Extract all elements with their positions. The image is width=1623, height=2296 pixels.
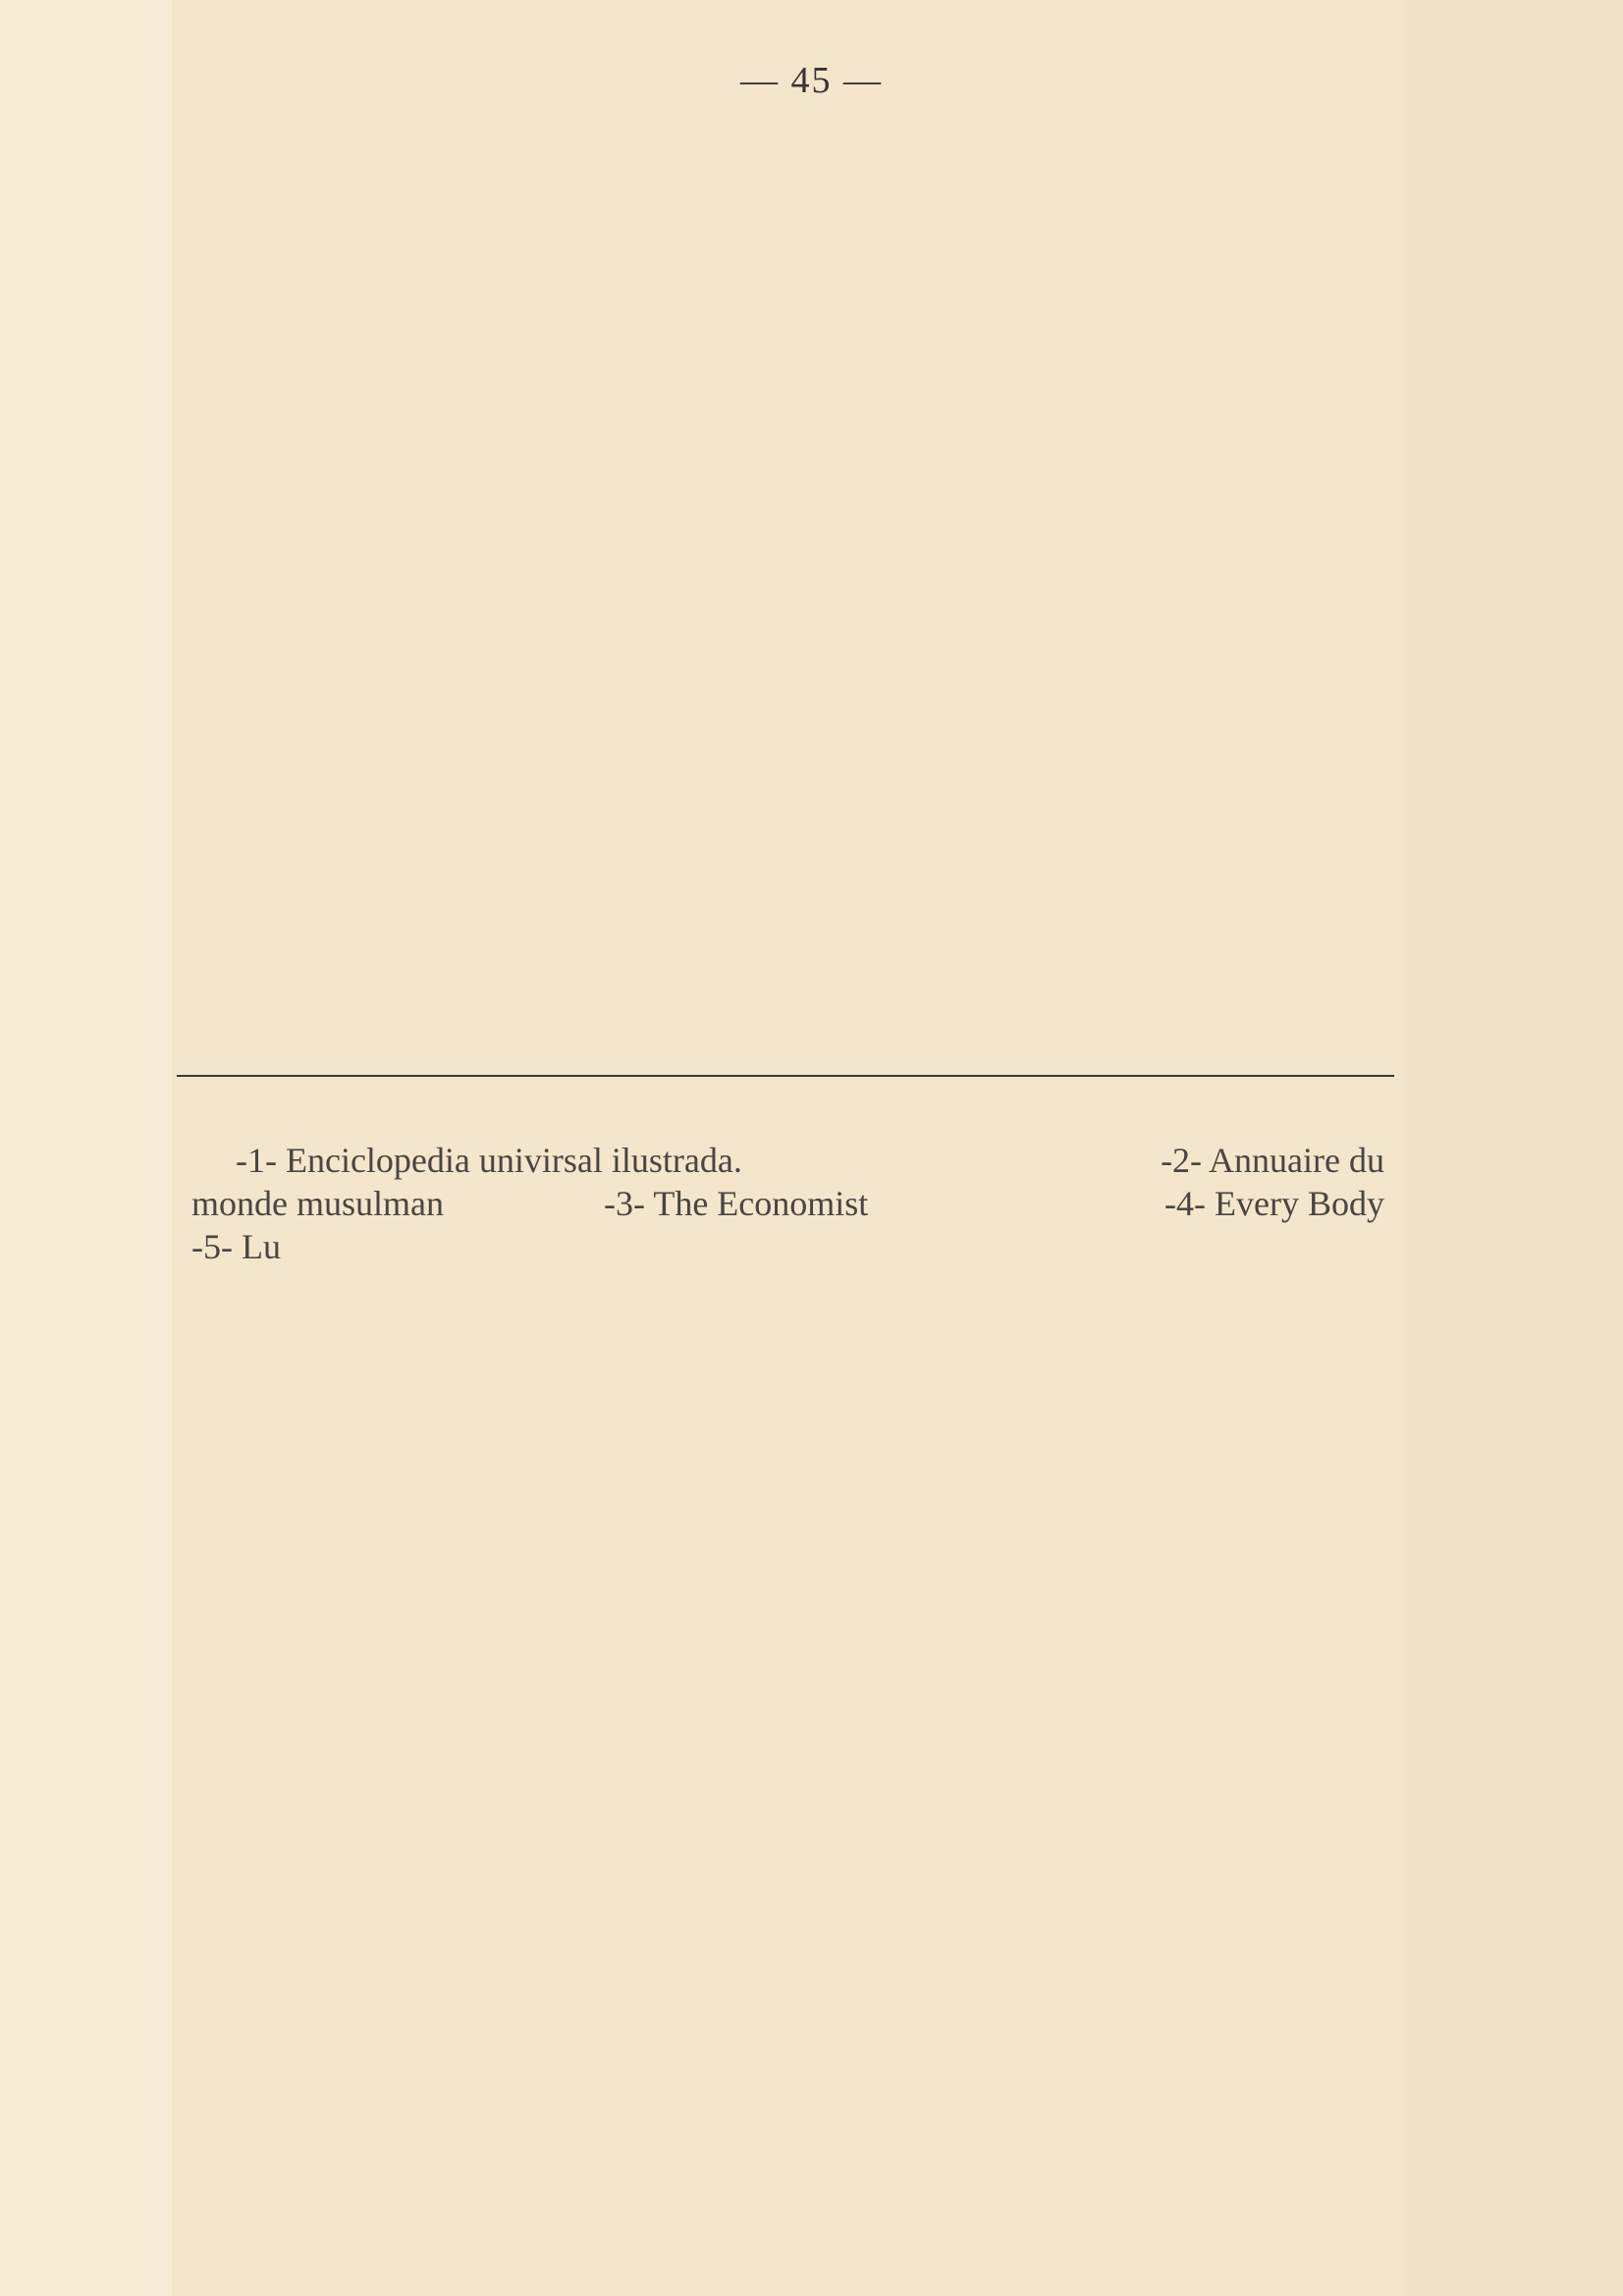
second-article-body	[191, 1399, 1384, 2247]
body-line	[191, 1399, 1384, 1493]
reference-row	[191, 1139, 1384, 1182]
body-line	[191, 137, 1384, 232]
page-number: — 45 —	[740, 60, 883, 101]
reference-row	[191, 1225, 1384, 1268]
body-line	[191, 703, 1384, 797]
body-line	[191, 609, 1384, 703]
footnote-divider	[177, 1075, 1394, 1077]
body-line	[191, 797, 1384, 891]
reference-item: monde musulman	[191, 1184, 444, 1223]
body-line	[191, 2058, 1384, 2153]
body-line	[191, 1776, 1384, 1870]
reference-item: -1- Enciclopedia univirsal ilustrada.	[236, 1141, 742, 1180]
left-margin	[0, 0, 172, 2296]
body-line	[191, 891, 1384, 986]
body-line	[191, 514, 1384, 609]
body-line	[191, 232, 1384, 326]
reference-row	[191, 1182, 1384, 1225]
reference-item: -3- The Economist	[604, 1184, 869, 1223]
body-line	[191, 1682, 1384, 1776]
body-line	[191, 1587, 1384, 1682]
reference-item: -4- Every Body	[1164, 1184, 1384, 1223]
article-end-body	[191, 137, 1384, 986]
body-line	[191, 1964, 1384, 2058]
body-line	[191, 1870, 1384, 1964]
signature-line	[191, 987, 1384, 1081]
right-margin	[1404, 0, 1623, 2296]
reference-list	[191, 1139, 1384, 1268]
reference-item: -2- Annuaire du	[1161, 1141, 1384, 1180]
body-line	[191, 2153, 1384, 2247]
body-line	[191, 326, 1384, 420]
body-line	[191, 1493, 1384, 1587]
reference-item: -5- Lu	[191, 1227, 281, 1266]
body-line	[191, 420, 1384, 514]
